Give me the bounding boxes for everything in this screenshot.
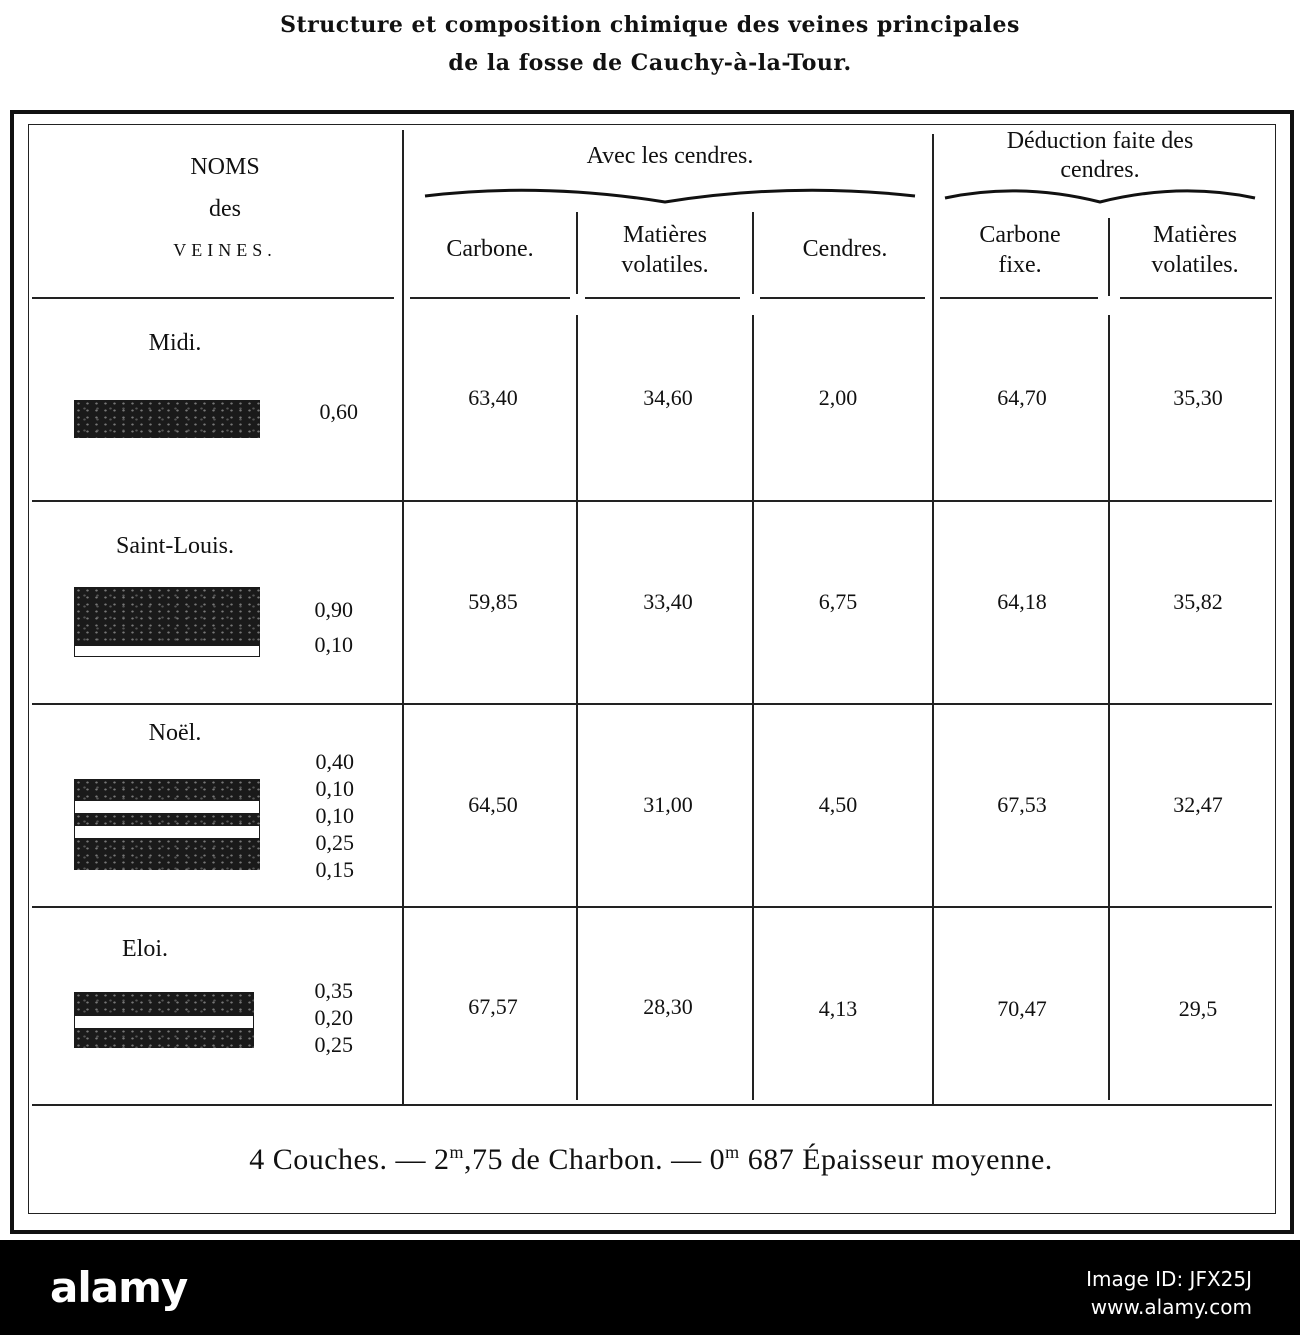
seam-thickness: 0,10 xyxy=(314,632,353,657)
unit-superscript: m xyxy=(449,1142,465,1162)
seam-thickness: 0,10 xyxy=(315,776,354,801)
seam-diagram-noel-shale xyxy=(74,800,260,814)
alamy-logo: alamy xyxy=(50,1263,188,1312)
seam-diagram-eloi-shale xyxy=(74,1015,254,1029)
cell-cendres: 4,50 xyxy=(818,792,858,817)
horizontal-rule xyxy=(410,297,570,299)
cell-matieres: 33,40 xyxy=(643,589,693,614)
cell-cendres: 2,00 xyxy=(818,385,858,410)
cell-carbone: 59,85 xyxy=(468,589,518,614)
seam-thickness: 0,90 xyxy=(314,597,353,622)
cell-cendres: 4,13 xyxy=(818,996,858,1021)
cell-matieres: 28,30 xyxy=(643,994,693,1019)
vein-name-saint-louis: Saint-Louis. xyxy=(116,533,234,559)
header-carbone: Carbone. xyxy=(446,236,534,262)
header-des: des xyxy=(209,196,241,222)
cell-matieres: 31,00 xyxy=(643,792,693,817)
horizontal-rule xyxy=(32,703,1272,705)
site-url: www.alamy.com xyxy=(1090,1295,1252,1319)
header-deduction-line-2: cendres. xyxy=(1060,157,1140,183)
header-matieres-line-2: volatiles. xyxy=(621,252,709,278)
seam-diagram-noel-coal xyxy=(74,838,260,870)
cell-carbone-fixe: 64,70 xyxy=(997,385,1047,410)
seam-diagram-saint-louis-shale xyxy=(74,645,260,657)
seam-thickness: 0,25 xyxy=(315,830,354,855)
cell-carbone: 63,40 xyxy=(468,385,518,410)
seam-thickness: 0,25 xyxy=(314,1032,353,1057)
seam-thickness: 0,60 xyxy=(319,399,358,424)
header-veines: VEINES. xyxy=(173,240,277,260)
horizontal-rule xyxy=(1120,297,1272,299)
vertical-rule xyxy=(1108,218,1110,296)
seam-thickness: 0,10 xyxy=(315,803,354,828)
header-cendres: Cendres. xyxy=(802,236,888,262)
vein-name-eloi: Eloi. xyxy=(122,936,168,962)
cell-carbone-fixe: 70,47 xyxy=(997,996,1047,1021)
table-title-line-2: de la fosse de Cauchy-à-la-Tour. xyxy=(448,50,852,76)
vertical-rule xyxy=(402,130,404,1105)
cell-carbone: 64,50 xyxy=(468,792,518,817)
vertical-rule xyxy=(752,212,754,294)
header-carbone-fixe-line-1: Carbone xyxy=(979,222,1061,248)
horizontal-rule xyxy=(32,906,1272,908)
vein-name-noel: Noël. xyxy=(148,720,202,746)
header-deduction-line-1: Déduction faite des xyxy=(1006,128,1194,154)
seam-diagram-eloi-coal xyxy=(74,992,254,1016)
vein-name-midi: Midi. xyxy=(148,330,202,356)
image-id xyxy=(1086,1265,1252,1321)
seam-diagram-eloi-coal xyxy=(74,1028,254,1048)
brace-deduction xyxy=(940,180,1260,210)
cell-carbone-fixe: 64,18 xyxy=(997,589,1047,614)
cell-matieres-sans: 35,82 xyxy=(1173,589,1223,614)
summary-line xyxy=(28,1142,1274,1177)
unit-superscript: m xyxy=(725,1142,740,1162)
vertical-rule xyxy=(576,315,578,1100)
seam-diagram-saint-louis-coal xyxy=(74,587,260,647)
seam-thickness: 0,35 xyxy=(314,978,353,1003)
summary-text: 4 Couches. — 2 xyxy=(249,1143,450,1176)
horizontal-rule xyxy=(585,297,740,299)
header-carbone-fixe-line-2: fixe. xyxy=(998,252,1042,278)
horizontal-rule xyxy=(32,500,1272,502)
cell-carbone-fixe: 67,53 xyxy=(997,792,1047,817)
vertical-rule xyxy=(1108,315,1110,1100)
header-matieres-line-1: Matières xyxy=(623,222,707,248)
inner-frame xyxy=(28,124,1276,1214)
horizontal-rule xyxy=(760,297,925,299)
cell-matieres-sans: 29,5 xyxy=(1178,996,1218,1021)
header-matieres-sans-line-2: volatiles. xyxy=(1151,252,1239,278)
cell-cendres: 6,75 xyxy=(818,589,858,614)
header-noms: NOMS xyxy=(190,154,260,180)
vertical-rule xyxy=(576,212,578,294)
horizontal-rule xyxy=(32,297,394,299)
seam-diagram-noel-coal xyxy=(74,779,260,801)
summary-text: ,75 de Charbon. — 0 xyxy=(464,1143,726,1176)
cell-matieres-sans: 32,47 xyxy=(1173,792,1223,817)
cell-matieres-sans: 35,30 xyxy=(1173,385,1223,410)
table-title-line-1: Structure et composition chimique des veines principales xyxy=(280,12,1020,38)
seam-diagram-midi xyxy=(74,400,260,438)
brace-avec xyxy=(420,180,920,210)
horizontal-rule xyxy=(32,1104,1272,1106)
seam-thickness: 0,20 xyxy=(314,1005,353,1030)
vertical-rule xyxy=(932,134,934,1104)
header-avec-cendres: Avec les cendres. xyxy=(586,143,754,169)
summary-text: 687 Épaisseur moyenne. xyxy=(739,1143,1053,1176)
header-matieres-sans-line-1: Matières xyxy=(1153,222,1237,248)
seam-thickness: 0,15 xyxy=(315,857,354,882)
cell-matieres: 34,60 xyxy=(643,385,693,410)
vertical-rule xyxy=(752,315,754,1100)
image-id-text: Image ID: JFX25J xyxy=(1086,1267,1252,1291)
horizontal-rule xyxy=(940,297,1098,299)
seam-thickness: 0,40 xyxy=(315,749,354,774)
cell-carbone: 67,57 xyxy=(468,994,518,1019)
seam-diagram-noel-shale xyxy=(74,825,260,839)
